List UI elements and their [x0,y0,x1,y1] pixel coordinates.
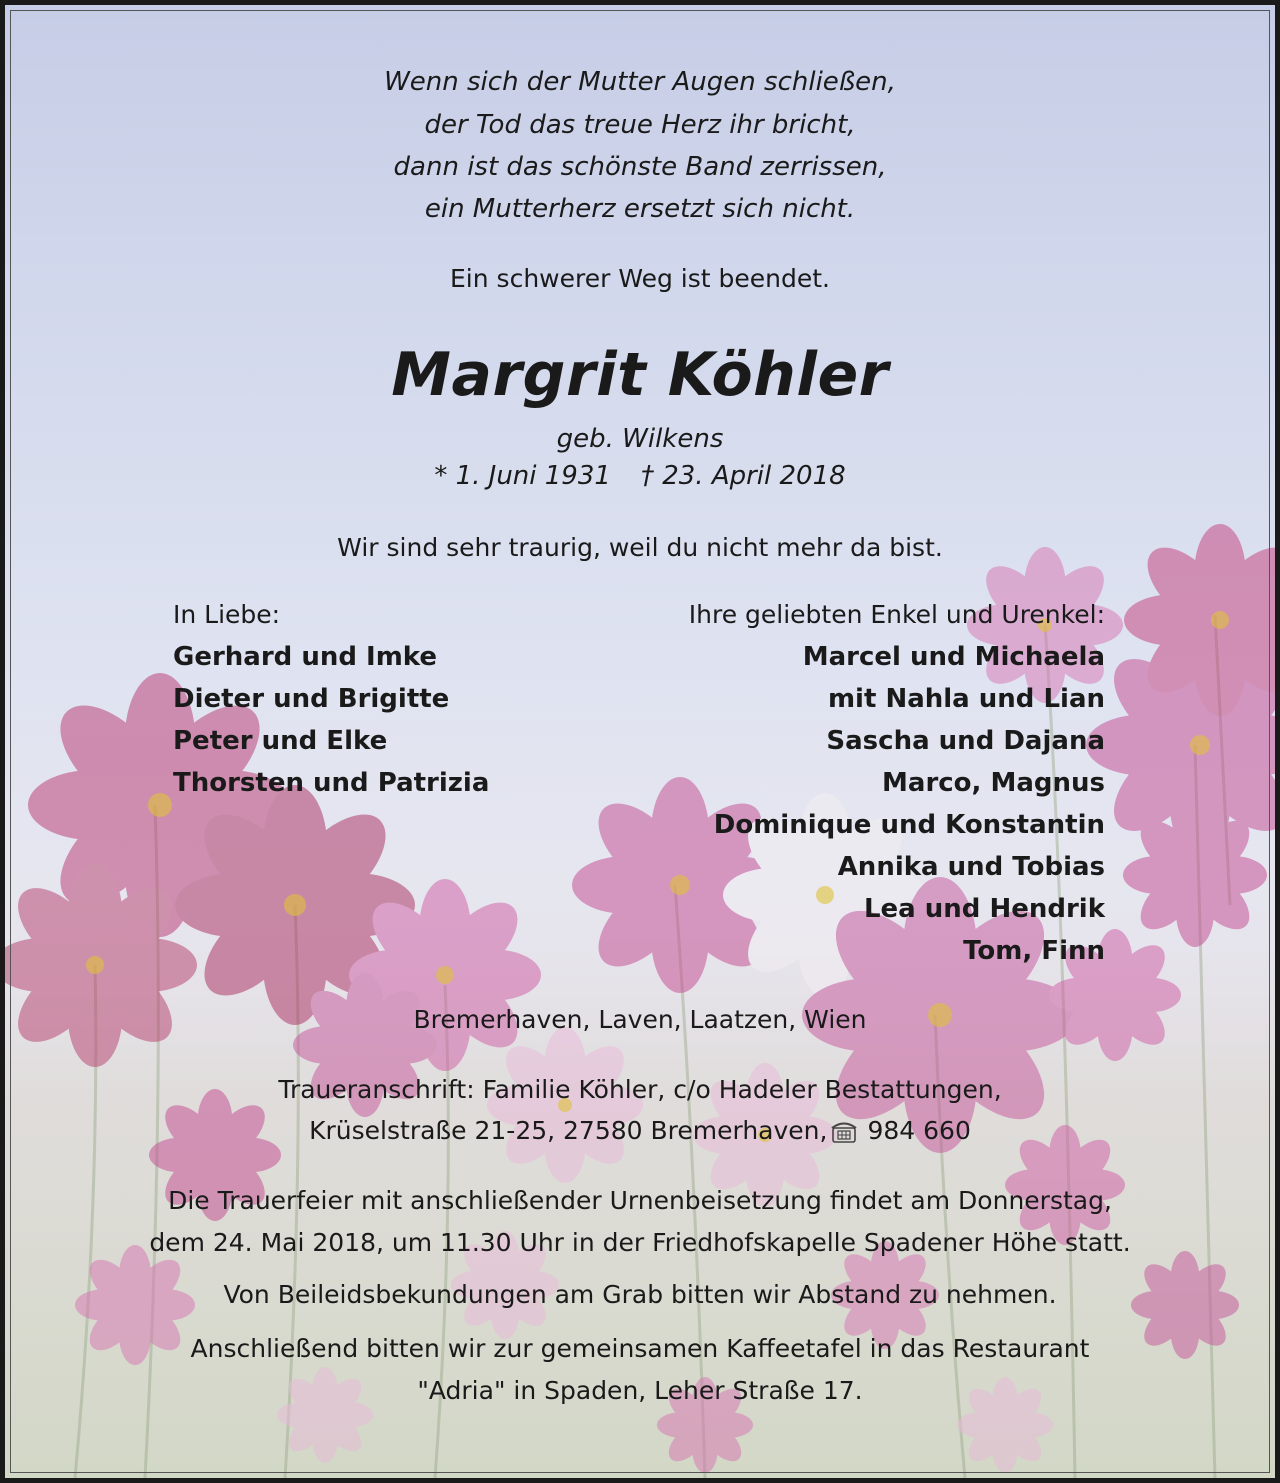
ceremony-line-2: dem 24. Mai 2018, um 11.30 Uhr in der Friedhofskapelle Spadener Höhe statt. [149,1228,1131,1257]
deceased-name: Margrit Köhler [391,340,889,410]
address-street: Krüselstraße 21-25, 27580 Bremerhaven, [309,1116,828,1145]
left-group-heading: In Liebe: [173,600,281,629]
places-text: Bremerhaven, Laven, Laatzen, Wien [413,1005,867,1034]
grandchild-name: mit Nahla und Lian [827,684,1105,714]
address-line-2 [5,1118,1275,1144]
grandchild-name: Marcel und Michaela [802,642,1105,672]
grandchild-name: Dominique und Konstantin [713,810,1105,840]
phone-number: 984 660 [867,1116,971,1145]
maiden-name: geb. Wilkens [556,424,724,454]
mourner-name: Peter und Elke [173,726,388,756]
grandchild-name: Marco, Magnus [882,768,1105,798]
poem-line-4: ein Mutterherz ersetzt sich nicht. [424,194,856,224]
condolence-note: Von Beileidsbekundungen am Grab bitten wir Abstand zu nehmen. [223,1280,1057,1309]
birth-date: * 1. Juni 1931 [434,461,611,491]
ceremony-line-1: Die Trauerfeier mit anschließender Urnenbeisetzung findet am Donnerstag, [168,1186,1112,1215]
poem-line-3: dann ist das schönste Band zerrissen, [393,152,887,182]
grandchild-name: Lea und Hendrik [863,894,1105,924]
right-group-heading: Ihre geliebten Enkel und Urenkel: [688,600,1105,629]
mourner-name: Gerhard und Imke [173,642,438,672]
telephone-icon [831,1120,857,1144]
reception-line-1: Anschließend bitten wir zur gemeinsamen Kaffeetafel in das Restaurant [190,1334,1090,1363]
grief-message: Wir sind sehr traurig, weil du nicht mehr da bist. [337,533,943,562]
death-date: † 23. April 2018 [640,461,846,491]
grandchild-name: Annika und Tobias [837,852,1105,882]
grandchild-name: Tom, Finn [963,936,1105,966]
grandchild-name: Sascha und Dajana [826,726,1105,756]
mourner-name: Dieter und Brigitte [173,684,450,714]
poem-line-1: Wenn sich der Mutter Augen schließen, [384,67,896,97]
life-dates [5,463,1275,489]
address-line-1: Traueranschrift: Familie Köhler, c/o Hadeler Bestattungen, [278,1075,1002,1104]
intro-text: Ein schwerer Weg ist beendet. [450,264,830,293]
poem-line-2: der Tod das treue Herz ihr bricht, [424,110,856,140]
reception-line-2: "Adria" in Spaden, Leher Straße 17. [417,1376,863,1405]
mourner-name: Thorsten und Patrizia [173,768,490,798]
